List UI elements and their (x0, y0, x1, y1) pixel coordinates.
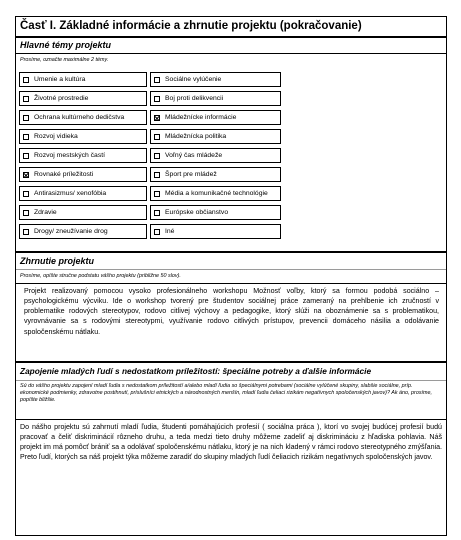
divider (16, 283, 446, 284)
theme-option-label: Drogy/ zneužívanie drog (34, 228, 108, 235)
summary-section-title: Zhrnutie projektu (20, 256, 94, 266)
theme-option[interactable] (19, 110, 147, 125)
checkbox-icon[interactable] (154, 77, 160, 83)
theme-option-label: Sociálne vylúčenie (165, 76, 222, 83)
theme-option-label: Európske občianstvo (165, 209, 229, 216)
checkbox-icon[interactable] (23, 96, 29, 102)
fewer-opportunities-section-title: Zapojenie mladých ľudí s nedostatkom príležitostí: špeciálne potreby a ďalšie informácie (20, 366, 372, 376)
theme-option-label: Antirasizmus/ xenofóbia (34, 190, 107, 197)
checkbox-icon[interactable] (23, 115, 29, 121)
checkbox-icon[interactable] (154, 153, 160, 159)
themes-instruction: Prosíme, označte maximálne 2 témy. (20, 57, 109, 63)
theme-option[interactable] (150, 224, 281, 239)
summary-instruction: Prosíme, opíšte stručne podstatu vášho projektu (približne 50 slov). (20, 273, 181, 279)
theme-option-label: Iné (165, 228, 175, 235)
theme-option-label: Rovnaké príležitosti (34, 171, 94, 178)
theme-option-label: Rozvoj mestských častí (34, 152, 106, 159)
theme-option[interactable] (150, 186, 281, 201)
checkbox-icon[interactable] (154, 191, 160, 197)
theme-option[interactable] (150, 110, 281, 125)
fewer-opportunities-instruction: Sú do vášho projektu zapojení mladí ľudia s nedostatkom príležitostí a/alebo mladí ľudia so špeciálnymi potrebami (sociálne vylúčené skupiny, slabšie sociálne, príp. ekonomické podmienky, zdravotne postihnutí, príslušníci etnických a národnostných menšín, mladí ľudia čeliaci rizikám negatívnych spoločenských javov)? Ak áno, prosíme, popíšte bližšie. (20, 383, 433, 403)
theme-option[interactable] (19, 91, 147, 106)
theme-option-label: Ochrana kultúrneho dedičstva (34, 114, 125, 121)
divider (16, 251, 446, 253)
checkbox-icon[interactable] (23, 134, 29, 140)
theme-option[interactable] (19, 167, 147, 182)
theme-option[interactable] (19, 72, 147, 87)
theme-option[interactable] (150, 129, 281, 144)
checkbox-icon[interactable] (154, 229, 160, 235)
theme-option-label: Rozvoj vidieka (34, 133, 78, 140)
checkbox-icon[interactable] (23, 153, 29, 159)
theme-option-label: Mládežnícke informácie (165, 114, 237, 121)
divider (16, 419, 446, 420)
theme-option-label: Životné prostredie (34, 95, 89, 102)
theme-option[interactable] (19, 205, 147, 220)
part-title: Časť I. Základné informácie a zhrnutie projektu (pokračovanie) (20, 20, 362, 32)
theme-option[interactable] (150, 148, 281, 163)
summary-text[interactable]: Projekt realizovaný pomocou vysoko profesionálneho workshopu Možnosť voľby, ktorý sa formou podobá sociálno – psychologickému výcviku. Ide o workshop tvorený pre študentov sociálnej práce zameraný na prehlbenie ich zručností v problematike rodových stereotypov, rodovo citlivej výchovy a pedagogike, ktorý slúži na oboznámenie sa s problematikou, vyrovnávanie sa s rodovými stereotypmi, využívanie rodovo citlivých prístupov, prevencii domáceho násilia a odolávanie spoločenskému nátlaku. (24, 287, 439, 336)
theme-option[interactable] (150, 91, 281, 106)
checkbox-checked-icon[interactable] (23, 172, 29, 178)
checkbox-icon[interactable] (154, 210, 160, 216)
theme-option-label: Zdravie (34, 209, 57, 216)
checkbox-icon[interactable] (154, 96, 160, 102)
divider (16, 53, 446, 54)
theme-option-label: Voľný čas mládeže (165, 152, 223, 159)
checkbox-checked-icon[interactable] (154, 115, 160, 121)
theme-option-label: Umenie a kultúra (34, 76, 86, 83)
theme-option-label: Mládežnícka politika (165, 133, 227, 140)
checkbox-icon[interactable] (154, 172, 160, 178)
checkbox-icon[interactable] (154, 134, 160, 140)
divider (16, 269, 446, 270)
checkbox-icon[interactable] (23, 77, 29, 83)
theme-option[interactable] (19, 129, 147, 144)
theme-option[interactable] (150, 72, 281, 87)
theme-option-label: Šport pre mládež (165, 171, 217, 178)
theme-option[interactable] (150, 167, 281, 182)
divider (16, 361, 446, 363)
theme-option[interactable] (19, 148, 147, 163)
theme-option-label: Boj proti delikvencii (165, 95, 224, 102)
theme-option[interactable] (19, 186, 147, 201)
checkbox-icon[interactable] (23, 229, 29, 235)
checkbox-icon[interactable] (23, 210, 29, 216)
fewer-opportunities-text[interactable]: Do nášho projektu sú zahrnutí mladí ľudia, študenti pomáhajúcich profesií ( sociálna práca ), ktorí vo svojej budúcej profesií budú pracovať a čeliť diskriminácií rôzneho druhu, a teda medzi tieto druhy môžeme zadeliť aj diskrimináciu z hľadiska pohlavia. Náš projekt im má pomôcť brániť sa a odolávať spoločenskému nátlaku, ktorý je na nich kladený v rámci rodovo stereotypného zmýšľania. Preto ľudí, ktorých sa náš projekt týka môžeme zaradiť do skupiny mladých ľudí čeliacich rizikám negatívnych spoločenských javov. (20, 423, 442, 462)
checkbox-icon[interactable] (23, 191, 29, 197)
themes-section-title: Hlavné témy projektu (20, 40, 112, 50)
themes-checkbox-grid (16, 72, 446, 242)
theme-option[interactable] (19, 224, 147, 239)
application-form (15, 16, 447, 536)
theme-option-label: Média a komunikačné technológie (165, 190, 268, 197)
theme-option[interactable] (150, 205, 281, 220)
